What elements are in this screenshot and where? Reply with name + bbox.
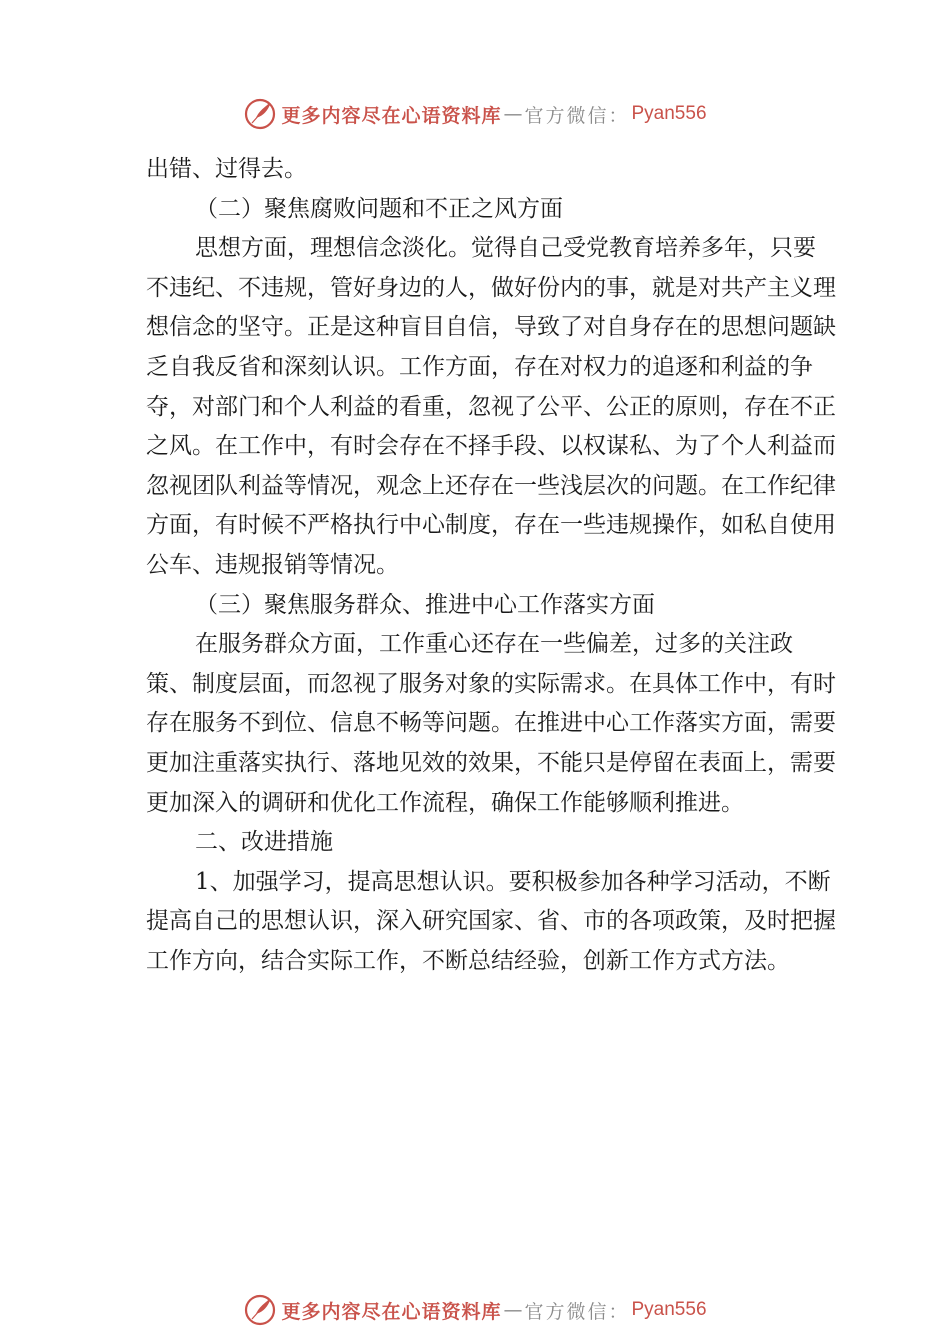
paragraph-corruption: 思想方面，理想信念淡化。觉得自己受党教育培养多年，只要不违纪、不违规，管好身边的人，做好份内的事，就是对共产主义理想信念的坚守。正是这种盲目自信，导致了对自身存在的思想问题缺乏自我反省和深刻认识。工作方面，存在对权力的追逐和利益的争夺，对部门和个人利益的看重，忽视了公平、公正的原则，存在不正之风。在工作中，有时会存在不择手段、以权谋私、为了个人利益而忽视团队利益等情况，观念上还存在一些浅层次的问题。在工作纪律方面，有时候不严格执行中心制度，存在一些违规操作，如私自使用公车、违规报销等情况。 xyxy=(146,235,836,578)
header-separator: — xyxy=(503,103,523,125)
document-body xyxy=(146,150,836,981)
footer-wechat-label: 官方微信： xyxy=(524,1300,630,1323)
feather-logo-icon xyxy=(243,1293,277,1327)
feather-logo-icon xyxy=(243,97,277,131)
paragraph-service: 在服务群众方面，工作重心还存在一些偏差，过多的关注政策、制度层面，而忽视了服务对象的实际需求。在具体工作中，有时存在服务不到位、信息不畅等问题。在推进中心工作落实方面，需要更加注重落实执行、落地见效的效果，不能只是停留在表面上，需要更加深入的调研和优化工作流程，确保工作能够顺利推进。 xyxy=(146,631,836,816)
footer-separator: — xyxy=(503,1299,523,1321)
section-heading-improvement: 二、改进措施 xyxy=(195,829,333,856)
section-heading-3: （三）聚焦服务群众、推进中心工作落实方面 xyxy=(195,591,655,618)
paragraph-continuation: 出错、过得去。 xyxy=(146,156,307,182)
header-banner xyxy=(0,94,950,134)
header-brand: 更多内容尽在心语资料库 xyxy=(281,104,502,127)
paragraph-measure-1: 1、加强学习，提高思想认识。要积极参加各种学习活动，不断提高自己的思想认识，深入研究国家、省、市的各项政策，及时把握工作方向，结合实际工作，不断总结经验，创新工作方式方法。 xyxy=(146,868,836,974)
footer-brand: 更多内容尽在心语资料库 xyxy=(281,1300,502,1323)
header-wechat-label: 官方微信： xyxy=(524,104,630,127)
header-wechat-id: Pyan556 xyxy=(631,103,707,124)
footer-banner xyxy=(0,1290,950,1330)
footer-wechat-id: Pyan556 xyxy=(631,1299,707,1320)
section-heading-2: （二）聚焦腐败问题和不正之风方面 xyxy=(195,195,563,222)
